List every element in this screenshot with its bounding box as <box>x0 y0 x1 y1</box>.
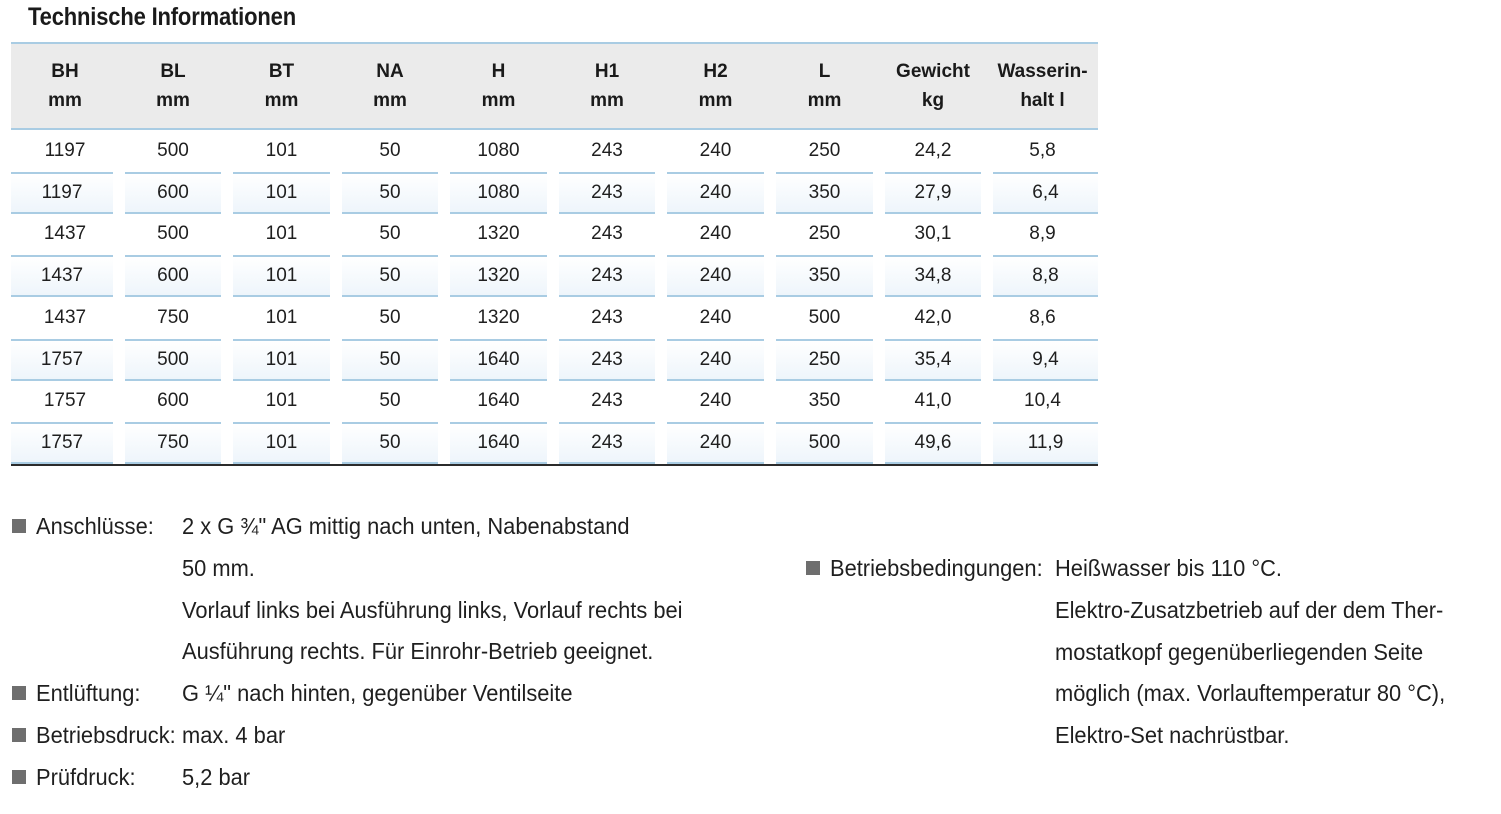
spec-value: 2 x G ¾" AG mittig nach unten, Nabenabstand <box>182 513 630 539</box>
column-header <box>119 44 227 128</box>
table-cell: 101 <box>233 172 330 214</box>
table-row <box>11 422 1098 464</box>
table-cell: 240 <box>699 223 732 245</box>
column-header-line: mm <box>264 90 299 111</box>
table-cell: 243 <box>591 306 623 328</box>
column-header-line: mm <box>156 90 190 111</box>
table-cell: 11,9 <box>993 422 1098 464</box>
table-cell: 240 <box>667 422 764 464</box>
table-row <box>11 130 1098 172</box>
spec-label: Betriebsdruck: <box>36 722 176 748</box>
table-cell: 34,8 <box>885 255 981 297</box>
column-header-line: H1 <box>594 61 620 82</box>
bullet-square-icon <box>12 519 26 533</box>
bullet-square-icon <box>12 686 26 700</box>
table-cell: 1757 <box>11 339 113 381</box>
table-cell: 1320 <box>477 306 520 328</box>
spec-value: möglich (max. Vorlauftemperatur 80 °C), <box>1055 680 1446 707</box>
table-cell: 50 <box>342 422 438 464</box>
column-header-line: BT <box>268 61 295 82</box>
column-header <box>227 44 336 128</box>
spec-value: Heißwasser bis 110 °C. <box>1055 555 1282 581</box>
table-cell: 101 <box>233 422 330 464</box>
table-cell: 24,2 <box>914 139 952 161</box>
table-row <box>11 297 1098 339</box>
table-cell: 41,0 <box>914 390 952 412</box>
table-cell: 1320 <box>450 255 547 297</box>
table-cell: 1197 <box>11 172 113 214</box>
table-cell: 101 <box>265 306 298 328</box>
table-cell: 8,9 <box>1029 223 1056 245</box>
table-cell: 1080 <box>477 139 520 161</box>
table-cell: 250 <box>776 339 873 381</box>
table-cell: 500 <box>776 422 873 464</box>
table-cell: 240 <box>699 390 732 412</box>
column-header-line: H <box>491 61 506 82</box>
table-cell: 1757 <box>43 390 87 412</box>
spec-value: max. 4 bar <box>182 722 286 748</box>
table-cell: 1320 <box>477 223 520 245</box>
table-cell: 8,8 <box>993 255 1098 297</box>
table-cell: 600 <box>157 390 189 412</box>
column-header <box>444 44 553 128</box>
spec-label: Prüfdruck: <box>36 763 136 790</box>
spec-value: Elektro-Zusatzbetrieb auf der dem Ther- <box>1055 596 1444 623</box>
column-header-line: mm <box>48 90 82 111</box>
table-cell: 350 <box>776 172 873 214</box>
table-cell: 240 <box>667 255 764 297</box>
column-header-line: mm <box>481 90 516 111</box>
column-header-line: mm <box>698 90 733 111</box>
table-cell: 1197 <box>44 139 86 161</box>
column-header-line: BH <box>51 61 79 82</box>
table-row <box>11 255 1098 297</box>
table-cell: 1437 <box>11 255 113 297</box>
column-header-line: halt l <box>1020 90 1065 111</box>
table-cell: 49,6 <box>885 422 981 464</box>
column-header-line: Wasserin- <box>997 61 1088 82</box>
column-header-line: mm <box>373 90 407 111</box>
table-cell: 750 <box>157 306 189 328</box>
table-cell: 9,4 <box>993 339 1098 381</box>
table-cell: 240 <box>699 139 732 161</box>
table-cell: 27,9 <box>885 172 981 214</box>
column-header <box>987 44 1098 128</box>
table-cell: 500 <box>157 139 189 161</box>
column-header <box>879 44 987 128</box>
table-cell: 600 <box>125 255 221 297</box>
table-cell: 1437 <box>43 306 87 328</box>
table-cell: 50 <box>379 390 401 412</box>
table-cell: 1437 <box>43 223 87 245</box>
bullet-square-icon <box>12 728 26 742</box>
spec-value: G ¼" nach hinten, gegenüber Ventilseite <box>182 680 573 707</box>
spec-label: Anschlüsse: <box>36 513 154 539</box>
table-cell: 101 <box>233 339 330 381</box>
table-cell: 50 <box>379 223 401 245</box>
table-header-row <box>11 42 1098 130</box>
table-cell: 50 <box>379 139 401 161</box>
column-header <box>11 44 119 128</box>
table-cell: 500 <box>125 339 221 381</box>
table-cell: 1080 <box>450 172 547 214</box>
table-cell: 35,4 <box>885 339 981 381</box>
spec-value: Ausführung rechts. Für Einrohr-Betrieb geeignet. <box>182 638 654 665</box>
table-cell: 243 <box>559 172 655 214</box>
table-row <box>11 172 1098 214</box>
table-cell: 8,6 <box>1029 306 1056 328</box>
spec-value: Elektro-Set nachrüstbar. <box>1055 722 1290 749</box>
table-row <box>11 381 1098 423</box>
table-cell: 10,4 <box>1024 390 1061 412</box>
table-cell: 243 <box>591 223 623 245</box>
table-cell: 500 <box>808 306 841 328</box>
table-cell: 6,4 <box>993 172 1098 214</box>
table-cell: 50 <box>379 306 401 328</box>
table-cell: 500 <box>157 223 189 245</box>
table-cell: 240 <box>667 172 764 214</box>
table-cell: 1640 <box>477 390 520 412</box>
column-header <box>336 44 444 128</box>
column-header <box>553 44 661 128</box>
table-cell: 240 <box>667 339 764 381</box>
table-bottom-rule <box>11 464 1098 466</box>
column-header-line: BL <box>160 61 186 82</box>
table-cell: 243 <box>559 255 655 297</box>
column-header-line: H2 <box>703 61 728 82</box>
table-cell: 50 <box>342 172 438 214</box>
table-cell: 50 <box>342 255 438 297</box>
table-cell: 101 <box>265 139 298 161</box>
spec-value: Vorlauf links bei Ausführung links, Vorlauf rechts bei <box>182 596 683 623</box>
spec-value: 50 mm. <box>182 554 255 581</box>
table-cell: 101 <box>265 390 298 412</box>
bullet-square-icon <box>12 770 26 784</box>
table-cell: 42,0 <box>914 306 952 328</box>
table-row <box>11 214 1098 256</box>
column-header-line: mm <box>590 90 624 111</box>
table-cell: 750 <box>125 422 221 464</box>
table-cell: 600 <box>125 172 221 214</box>
table-cell: 243 <box>559 339 655 381</box>
spec-value: mostatkopf gegenüberliegenden Seite <box>1055 638 1424 665</box>
table-cell: 250 <box>808 139 841 161</box>
technical-data-table <box>11 42 1098 466</box>
column-header-line: Gewicht <box>896 61 970 82</box>
table-body <box>11 130 1098 464</box>
table-cell: 101 <box>265 223 298 245</box>
table-cell: 5,8 <box>1029 139 1056 161</box>
table-cell: 243 <box>559 422 655 464</box>
column-header-line: mm <box>807 90 842 111</box>
column-header-line: L <box>818 61 831 82</box>
table-cell: 350 <box>776 255 873 297</box>
table-cell: 1757 <box>11 422 113 464</box>
column-header-line: NA <box>376 61 404 82</box>
column-header <box>661 44 770 128</box>
table-cell: 1640 <box>450 339 547 381</box>
spec-value: 5,2 bar <box>182 763 251 790</box>
spec-label: Entlüftung: <box>36 680 141 707</box>
column-header <box>770 44 879 128</box>
bullet-square-icon <box>806 561 820 575</box>
table-cell: 50 <box>342 339 438 381</box>
table-cell: 243 <box>591 139 623 161</box>
table-cell: 101 <box>233 255 330 297</box>
table-cell: 250 <box>808 223 841 245</box>
table-cell: 350 <box>808 390 841 412</box>
table-cell: 240 <box>699 306 732 328</box>
page-title: Technische Informationen <box>28 3 296 31</box>
table-row <box>11 339 1098 381</box>
table-cell: 1640 <box>450 422 547 464</box>
column-header-line: kg <box>921 90 945 111</box>
table-cell: 243 <box>591 390 623 412</box>
spec-label: Betriebsbedingungen: <box>830 555 1043 581</box>
table-cell: 30,1 <box>914 223 952 245</box>
